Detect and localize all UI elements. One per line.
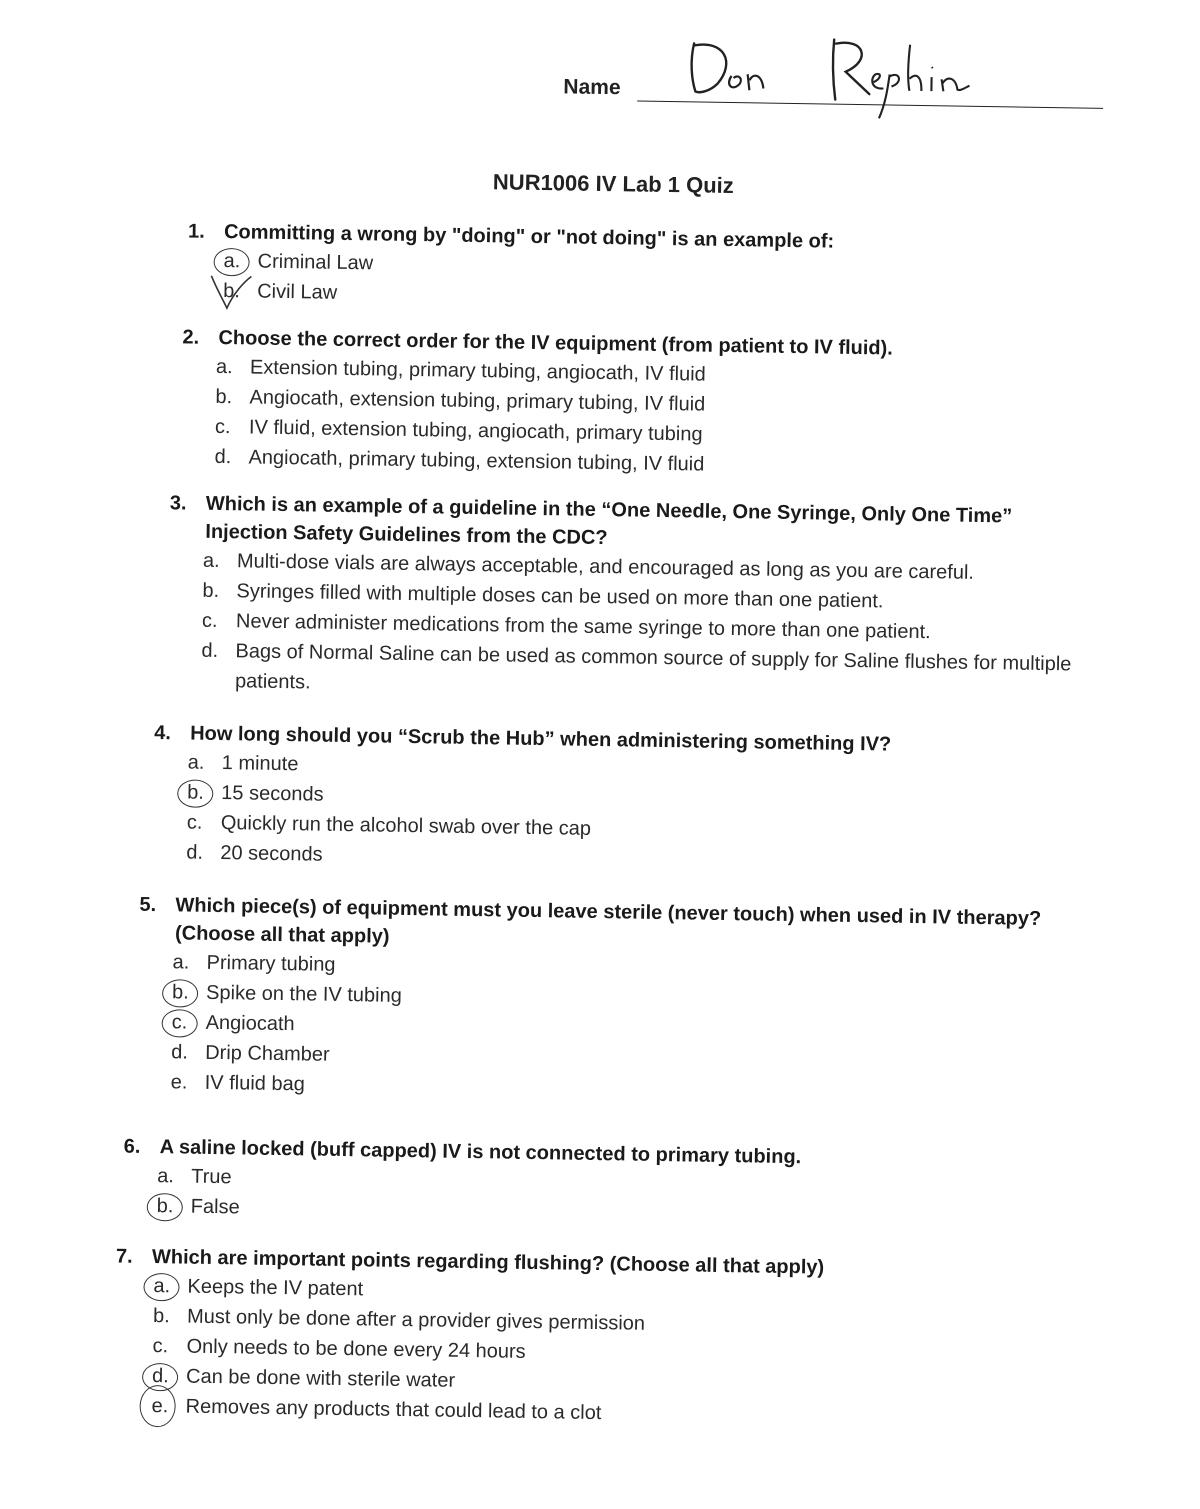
option-text: Quickly run the alcohol swab over the cap [220, 812, 592, 840]
option-text: 20 seconds [220, 842, 323, 866]
option-d[interactable] [201, 636, 1088, 710]
option-text: Angiocath, extension tubing, primary tubing, IV fluid [249, 386, 706, 416]
name-label: Name [563, 75, 621, 100]
question-2 [180, 323, 1082, 485]
option-text: Never administer medications from the same syringe to more than one patient. [235, 610, 931, 644]
option-letter: a. [215, 355, 233, 379]
option-letter: d. [186, 841, 204, 864]
name-field [563, 39, 1104, 127]
option-letter: e. [151, 1395, 169, 1418]
option-text: Must only be done after a provider gives permission [186, 1305, 646, 1335]
option-text: Keeps the IV patent [187, 1275, 364, 1301]
option-letter: a. [202, 549, 220, 573]
option-text: Syringes filled with multiple doses can be used on more than one patient. [236, 580, 884, 613]
option-text: 1 minute [221, 752, 299, 776]
option-letter: d. [214, 445, 232, 469]
option-letter: d. [201, 639, 219, 662]
option-text: Can be done with sterile water [185, 1365, 456, 1392]
question-text: Choose the correct order for the IV equipment (from patient to IV fluid). [218, 326, 893, 360]
option-text: Multi-dose vials are always acceptable, and encouraged as long as you are careful. [236, 550, 975, 584]
option-letter: b. [202, 579, 220, 602]
question-number: 5. [139, 893, 157, 917]
option-letter: c. [171, 1011, 188, 1034]
option-letter: b. [215, 385, 233, 409]
option-text: Only needs to be done every 24 hours [186, 1335, 526, 1363]
question-4 [152, 719, 1054, 881]
question-1 [187, 217, 1088, 319]
option-text: Bags of Normal Saline can be used as common source of supply for Saline flushes for multiple patients. [234, 640, 1072, 694]
question-text: Which is an example of a guideline in the “One Needle, One Syringe, Only One Time” Injection Safety Guidelines from the CDC? [205, 492, 1013, 550]
option-text: IV fluid, extension tubing, angiocath, primary tubing [248, 416, 703, 446]
option-letter: b. [171, 981, 189, 1004]
question-number: 3. [169, 492, 187, 515]
option-letter: c. [186, 811, 203, 834]
question-5 [136, 891, 1049, 1111]
option-letter: c. [201, 609, 218, 632]
option-text: Primary tubing [206, 951, 336, 976]
option-letter: e. [170, 1071, 188, 1094]
option-letter: c. [214, 415, 231, 439]
option-letter: a. [223, 250, 241, 273]
option-letter: c. [152, 1335, 169, 1358]
question-text: Which piece(s) of equipment must you leave sterile (never touch) when used in IV therapy? (Choose all that apply) [174, 894, 1042, 948]
option-text: Removes any products that could lead to a clot [185, 1395, 602, 1425]
option-text: Criminal Law [257, 250, 374, 275]
question-text: How long should you “Scrub the Hub” when administering something IV? [190, 722, 892, 756]
question-3 [167, 489, 1090, 709]
option-text: False [190, 1195, 240, 1219]
option-text: True [191, 1165, 232, 1189]
option-letter: a. [153, 1275, 171, 1298]
option-text: Spike on the IV tubing [205, 981, 402, 1007]
question-text: Which are important points regarding flushing? (Choose all that apply) [151, 1246, 825, 1279]
question-number: 6. [123, 1135, 141, 1158]
option-letter: b. [152, 1305, 170, 1328]
option-letter: b. [187, 781, 205, 804]
option-text: Extension tubing, primary tubing, angiocath, IV fluid [249, 356, 706, 386]
handwritten-signature [673, 31, 974, 126]
option-letter: b. [222, 280, 241, 303]
option-letter: d. [151, 1365, 169, 1388]
option-letter: a. [187, 751, 205, 774]
quiz-title: NUR1006 IV Lab 1 Quiz [492, 169, 734, 199]
option-text: IV fluid bag [204, 1071, 305, 1096]
question-6 [123, 1133, 1024, 1235]
option-text: Civil Law [256, 280, 338, 304]
question-text: A saline locked (buff capped) IV is not connected to primary tubing. [159, 1136, 802, 1169]
option-text: 15 seconds [221, 782, 324, 806]
option-letter: b. [156, 1195, 174, 1218]
question-number: 7. [115, 1245, 133, 1268]
question-text: Committing a wrong by "doing" or "not doing" is an example of: [223, 221, 835, 253]
option-text: Drip Chamber [205, 1041, 330, 1066]
question-7 [113, 1242, 1016, 1434]
option-text: Angiocath, primary tubing, extension tubing, IV fluid [248, 446, 705, 476]
option-letter: d. [171, 1041, 189, 1064]
option-letter: a. [157, 1165, 175, 1188]
option-text: Angiocath [205, 1011, 295, 1036]
question-number: 1. [187, 220, 205, 243]
question-number: 2. [182, 326, 200, 349]
option-letter: a. [172, 951, 190, 974]
question-number: 4. [154, 721, 172, 745]
